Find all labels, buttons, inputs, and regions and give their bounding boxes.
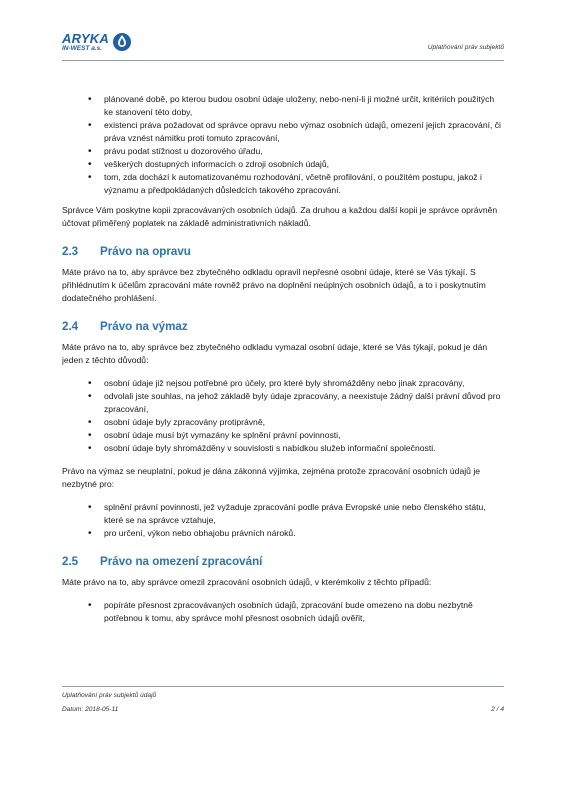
section-number: 2.3 [62, 245, 79, 258]
section-number: 2.4 [62, 320, 79, 333]
intro-bullet-list [84, 93, 504, 197]
erasure-exceptions-list [84, 501, 504, 540]
copy-paragraph: Správce Vám poskytne kopii zpracovávaných osobních údajů. Za druhou a každou další kopii je správce oprávněn účtovat přiměřený poplatek na základě administrativních nákladů. [62, 205, 498, 228]
list-item: • osobní údaje musí být vymazány ke splnění právní povinnosti, [84, 429, 504, 442]
footer-divider [62, 686, 504, 687]
list-item: • popíráte přesnost zpracovávaných osobních údajů, zpracování bude omezeno na dobu nezbytně potřebnou k tomu, aby správce mohl přesnost osobních údajů ověřit, [84, 599, 504, 625]
header-divider [62, 60, 504, 61]
page-number: 2 / 4 [491, 706, 504, 713]
water-drop-logo-icon [112, 32, 132, 52]
list-item: • veškerých dostupných informacích o zdroji osobních údajů, [84, 158, 504, 171]
logo-main-text: ARYKA [62, 30, 109, 46]
company-logo [62, 30, 132, 54]
section-title: Právo na opravu [100, 245, 191, 258]
section-title: Právo na výmaz [100, 320, 188, 333]
list-item: • osobní údaje již nejsou potřebné pro účely, pro které byly shromážděny nebo jinak zpracovány, [84, 377, 504, 390]
list-item: • existenci práva požadovat od správce opravu nebo výmaz osobních údajů, omezení jejich zpracování, či práva vznést námitku proti tomuto zpracování, [84, 119, 504, 145]
section-2-4-exception-text: Právo na výmaz se neuplatní, pokud je dána zákonná výjimka, zejména protože zpracování osobních údajů je nezbytné pro: [62, 466, 481, 489]
list-item: • osobní údaje byly shromážděny v souvislosti s nabídkou služeb informační společnosti. [84, 442, 504, 455]
list-item: • tom, zda dochází k automatizovanému rozhodování, včetně profilování, o použitém postupu, jakož i významu a předpokládaných důsledcích takového zpracování. [84, 171, 504, 197]
section-heading-2-5 [62, 554, 504, 570]
section-number: 2.5 [62, 555, 79, 568]
footer-document-title: Uplatňování práv subjektů údajů [62, 692, 157, 699]
list-item: • odvolali jste souhlas, na jehož základě byly údaje zpracovány, a neexistuje žádný další právní důvod pro zpracování, [84, 390, 504, 416]
erasure-reasons-list [84, 377, 504, 455]
list-item: • právu podat stížnost u dozorového úřadu, [84, 145, 504, 158]
list-item: • plánované době, po kterou budou osobní údaje uloženy, nebo-není-li ji možné určit, kritériích použitých ke stanovení této doby, [84, 93, 504, 119]
footer-date: Datum: 2018-05-11 [62, 706, 119, 713]
section-2-5-text: Máte právo na to, aby správce omezil zpracování osobních údajů, v kterémkoliv z těchto případů: [62, 577, 432, 587]
logo-sub-text: IN-WEST a.s. [62, 44, 103, 52]
page-footer [62, 690, 504, 715]
list-item: • osobní údaje byly zpracovány protiprávně, [84, 416, 504, 429]
page-content [62, 93, 504, 625]
header-document-title: Uplatňování práv subjektů [427, 44, 504, 51]
page-header [62, 30, 504, 58]
section-title: Právo na omezení zpracování [100, 555, 263, 568]
restriction-cases-list [84, 599, 504, 625]
list-item: • pro určení, výkon nebo obhajobu právních nároků. [84, 527, 504, 540]
section-heading-2-3 [62, 244, 504, 260]
list-item: • splnění právní povinnosti, jež vyžaduje zpracování podle práva Evropské unie nebo členského státu, které se na správce vztahuje, [84, 501, 504, 527]
section-heading-2-4 [62, 319, 504, 335]
section-2-3-text: Máte právo na to, aby správce bez zbytečného odkladu opravil nepřesné osobní údaje, které se Vás týkají. S přihlédnutím k účelům zpracování máte rovněž právo na doplnění neúplných osobních údajů, a to i poskytnutím dodatečného prohlášení. [62, 267, 486, 303]
section-2-4-text: Máte právo na to, aby správce bez zbytečného odkladu vymazal osobní údaje, které se Vás týkají, pokud je dán jeden z těchto důvodů: [62, 342, 488, 365]
